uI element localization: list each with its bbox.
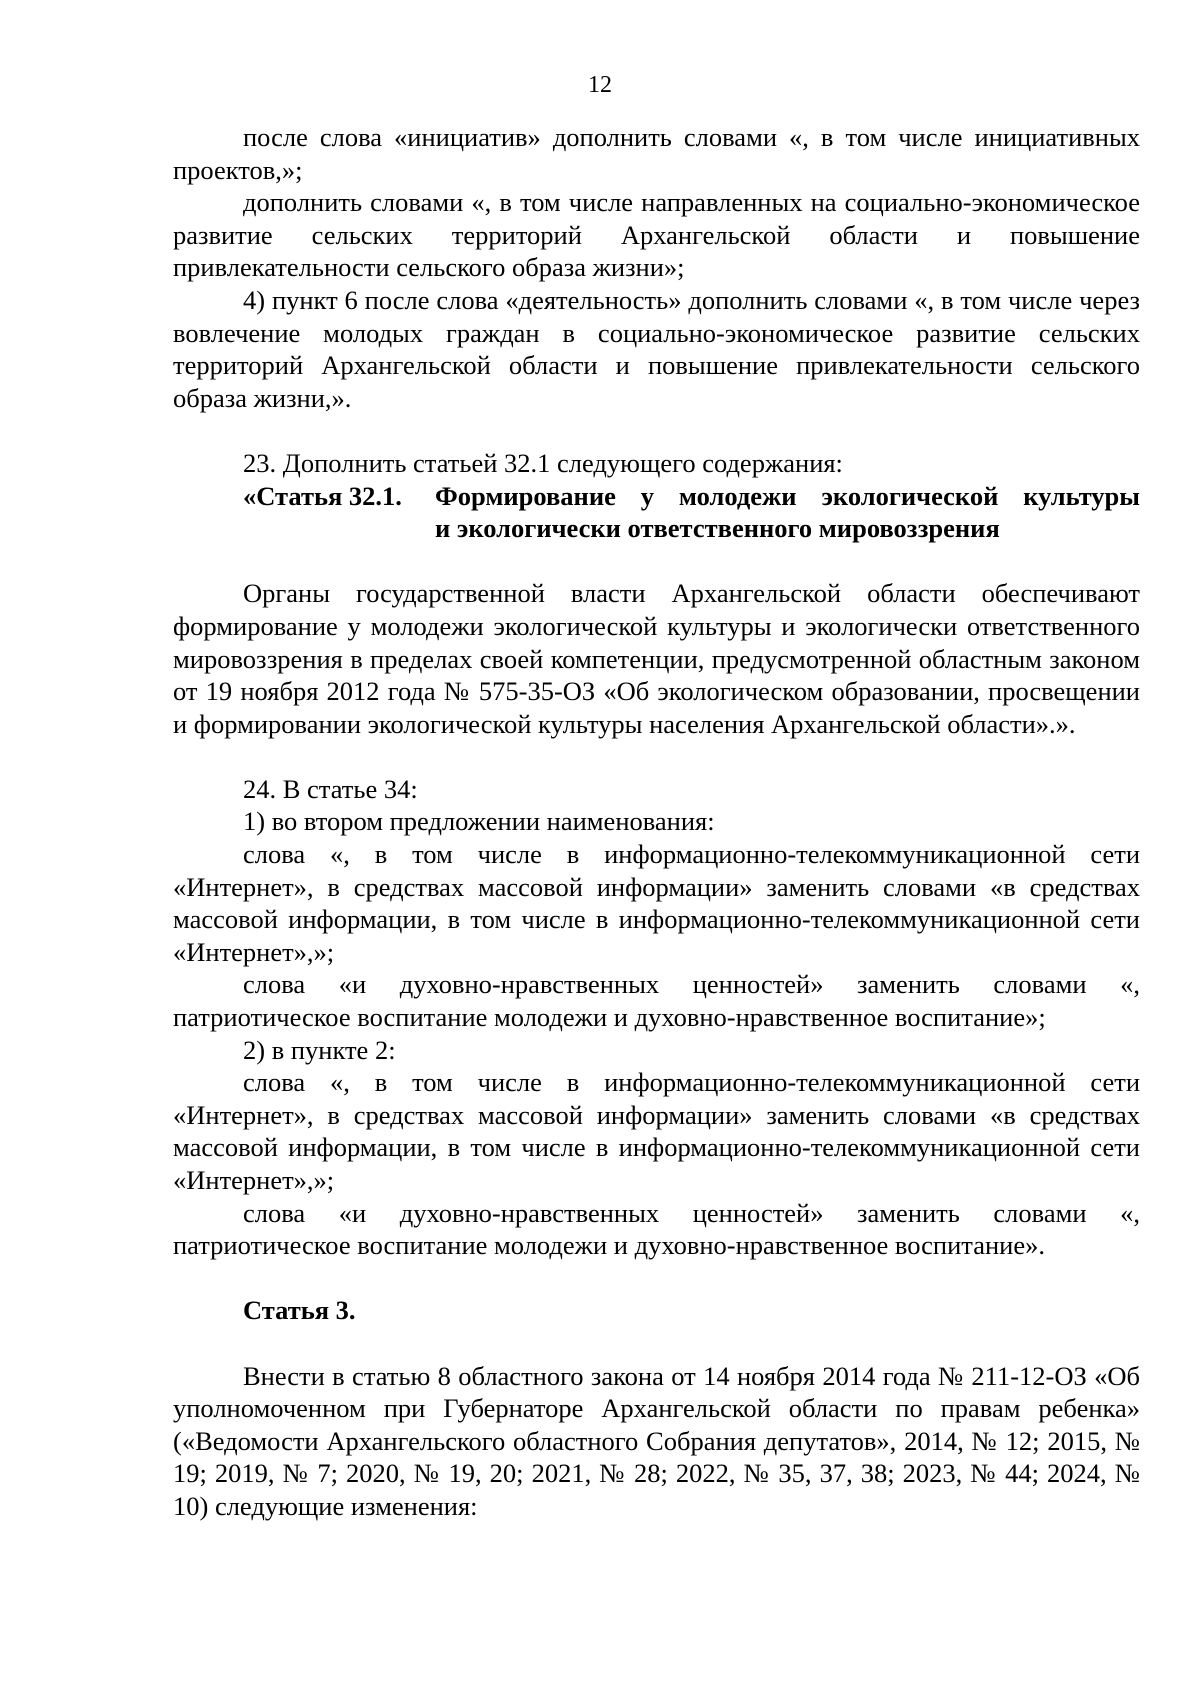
article-32-1-title xyxy=(435,480,1140,545)
spacer xyxy=(173,545,1140,578)
article-32-1-heading xyxy=(173,480,1140,545)
spacer xyxy=(173,740,1140,773)
paragraph-article-3-body: Внести в статью 8 областного закона от 14 ноября 2014 года № 211-12-ОЗ «Об уполномоченном при Губернаторе Архангельской области по правам ребенка» («Ведомости Архангельского областного Собрания депутатов», 2014, № 12; 2015, № 19; 2019, № 7; 2020, № 19, 20; 2021, № 28; 2022, № 35, 37, 38; 2023, № 44; 2024, № 10) следующие изменения: xyxy=(173,1360,1140,1521)
spacer xyxy=(173,414,1140,447)
paragraph-item24-sub2: 2) в пункте 2: xyxy=(243,1034,396,1065)
paragraph-supplement-directed: дополнить словами «, в том числе направленных на социально-экономическое развитие сельских территорий Архангельской области и повышение привлекательности сельского образа жизни»; xyxy=(173,187,1140,283)
paragraph-initiatives: после слова «инициатив» дополнить словами «, в том числе инициативных проектов,»; xyxy=(173,122,1140,185)
paragraph-item24-sub1-a: слова «, в том числе в информационно-телекоммуникационной сети «Интернет», в средствах массовой информации» заменить словами «в средствах массовой информации, в том числе в информационно-телекоммуникационной сети «Интернет»,»; xyxy=(173,839,1140,967)
paragraph-item24-intro: 24. В статье 34: xyxy=(243,773,418,804)
paragraph-item4-point6: 4) пункт 6 после слова «деятельность» дополнить словами «, в том числе через вовлечение молодых граждан в социально-экономическое развитие сельских территорий Архангельской области и повышение привлекательности сельского образа жизни,». xyxy=(173,284,1140,413)
page-number: 12 xyxy=(588,72,612,98)
article-3-heading: Статья 3. xyxy=(243,1295,356,1326)
paragraph-article-32-1-body: Органы государственной власти Архангельской области обеспечивают формирование у молодежи экологической культуры и экологически ответственного мировоззрения в пределах своей компетенции, предусмотренной областным законом от 19 ноября 2012 года № 575-35-ОЗ «Об экологическом образовании, просвещении и формировании экологической культуры населения Архангельской области».». xyxy=(173,578,1140,739)
spacer xyxy=(173,1327,1140,1360)
paragraph-item24-sub2-a: слова «, в том числе в информационно-телекоммуникационной сети «Интернет», в средствах массовой информации» заменить словами «в средствах массовой информации, в том числе в информационно-телекоммуникационной сети «Интернет»,»; xyxy=(173,1067,1140,1195)
article-32-1-title-line1: Формирование у молодежи экологической культуры xyxy=(435,480,1140,511)
paragraph-item24-sub1-b: слова «и духовно-нравственных ценностей» заменить словами «, патриотическое воспитание молодежи и духовно-нравственное воспитание»; xyxy=(173,969,1140,1033)
paragraph-item23-intro: 23. Дополнить статьей 32.1 следующего содержания: xyxy=(243,447,843,478)
article-32-1-title-line2: и экологически ответственного мировоззрения xyxy=(435,513,1000,544)
spacer xyxy=(173,1262,1140,1295)
paragraph-item24-sub2-b: слова «и духовно-нравственных ценностей» заменить словами «, патриотическое воспитание молодежи и духовно-нравственное воспитание». xyxy=(173,1197,1140,1261)
document-body xyxy=(173,121,1140,1523)
article-32-1-label: «Статья 32.1. xyxy=(243,480,402,511)
paragraph-item24-sub1: 1) во втором предложении наименования: xyxy=(243,806,715,837)
